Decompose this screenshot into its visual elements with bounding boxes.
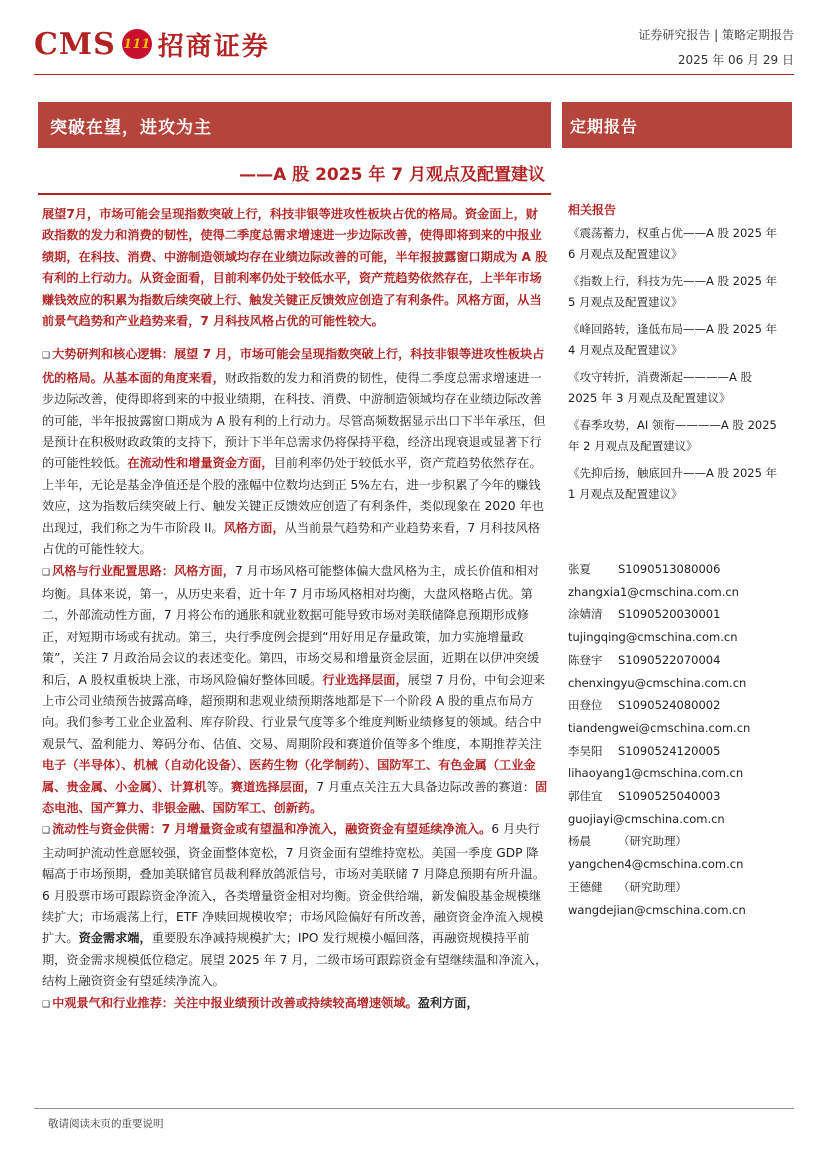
bullet-icon: ❑	[42, 826, 51, 837]
body-text: 等。	[206, 779, 231, 794]
analyst-code: S1090524080002	[618, 698, 721, 713]
analyst-code: S1090513080006	[618, 562, 721, 576]
highlight-text: 大势研判和核心逻辑：展望 7 月，市场可能会呈现指数突破上行，科技非银等进攻性板块占优的格局。从基本面的角度来看，	[42, 347, 545, 385]
related-report-link[interactable]: 《指数上行，科技为先——A 股 2025 年 5 月观点及配置建议》	[568, 274, 778, 309]
analyst-name: 张夏	[568, 562, 591, 576]
highlight-text: 赛道选择层面，	[230, 779, 317, 794]
highlight-text: 中观景气和行业推荐：关注中报业绩预计改善或持续较高增速领域。	[52, 995, 418, 1010]
footer-divider	[34, 1108, 794, 1109]
analyst-email[interactable]: guojiayi@cmschina.com.cn	[568, 811, 725, 826]
title-banner	[38, 102, 551, 148]
related-report-link[interactable]: 《震荡蓄力，权重占优——A 股 2025 年 6 月观点及配置建议》	[568, 226, 778, 261]
bullet-icon: ❑	[42, 999, 51, 1010]
analyst-code: S1090522070004	[618, 652, 721, 667]
bullet-icon: ❑	[42, 351, 51, 362]
body-text: 展望 7 月份，中旬会迎来上市公司业绩预告披露高峰，超预期和悲观业绩预期落地都是下一个阶段 A 股的重点布局方向。我们参考工业企业盈利、库存阶段、行业景气度等多个维度判断业绩修复的领域。结合中观景气、盈利能力、筹码分布、估值、交易、周期阶段和赛道价值等多个维度，本期推荐关注	[42, 672, 546, 751]
analyst-email[interactable]: tujingqing@cmschina.com.cn	[568, 630, 738, 645]
highlight-text: 行业选择层面，	[322, 672, 408, 687]
analyst-code: （研究助理）	[618, 834, 687, 849]
analyst-email[interactable]: tiandengwei@cmschina.com.cn	[568, 720, 751, 735]
report-title: 突破在望，进攻为主	[50, 117, 212, 138]
analyst-list	[568, 558, 788, 921]
related-reports-title: 相关报告	[568, 203, 617, 217]
header-meta	[638, 26, 794, 68]
analyst-row	[568, 649, 788, 672]
analyst-row	[568, 558, 788, 581]
body-text: 6 月央行主动呵护流动性意愿较强，资金面整体宽松，7 月资金面有望维持宽松。美国一季度 GDP 降幅高于市场预期，叠加美联储官员裁利释放鸽派信号，市场对美联储 7 月降息预期有所升温。6 月股票市场可跟踪资金净流入，各类增量资金相对均衡。资金供给端，新发偏股基金规模继续扩大；市场震荡上行，ETF 净赎回规模收窄；市场风险偏好有所改善，融资资金净流入规模扩大。	[42, 822, 546, 946]
highlight-text: 风格方面，	[223, 520, 285, 535]
related-report-link[interactable]: 《春季攻势，AI 领衔————A 股 2025 年 2 月观点及配置建议》	[568, 418, 777, 453]
cms-logo	[34, 24, 270, 64]
highlight-text: 电子（半导体）、机械（自动化设备）、医药生物（化学制药）、国防军工、有色金属（工业金属、贵金属、小金属）、计算机	[42, 758, 536, 794]
body-text: 7 月市场风格可能整体偏大盘风格为主，成长价值和相对均衡。具体来说，第一，从历史来看，近十年 7 月市场风格相对均衡，大盘风格略占优。第二，外部流动性方面，7 月将公布的通胀和就业数据可能导致市场对美联储降息预期形成修正，对短期市场或有扰动。第三，央行季度例会提到“用好用足存量政策，加力实施增量政策”，关注 7 月政治局会议的表述变化。第四，市场交易和增量资金层面，近期在以伊冲突缓和后，A 股权重板块上涨，市场风险偏好整体回暖。	[42, 563, 540, 687]
highlight-text: 固态电池、国产算力、非银金融、国防军工、创新药。	[42, 779, 548, 815]
analyst-code: S1090520030001	[618, 607, 721, 622]
report-date: 2025 年 06 月 29 日	[677, 53, 794, 67]
report-type: 证券研究报告 | 策略定期报告	[638, 28, 794, 42]
analyst-email[interactable]: wangdejian@cmschina.com.cn	[568, 902, 746, 917]
bullet-icon: ❑	[42, 567, 51, 578]
side-banner	[562, 102, 792, 148]
bold-text: 资金需求端，	[78, 931, 152, 946]
report-subtitle: ——A 股 2025 年 7 月观点及配置建议	[239, 165, 545, 185]
analyst-row	[568, 785, 788, 808]
body-paragraph	[42, 344, 550, 560]
logo-company-name: 招商证券	[157, 31, 270, 62]
highlight-text: 流动性与资金供需：7 月增量资金或有望温和净流入，融资资金有望延续净流入。	[52, 822, 492, 837]
analyst-name: 王德健	[568, 879, 603, 894]
footer-note: 敬请阅读末页的重要说明	[48, 1118, 164, 1130]
analyst-code: （研究助理）	[618, 879, 687, 894]
related-report-link[interactable]: 《先抑后扬，触底回升——A 股 2025 年 1 月观点及配置建议》	[568, 466, 778, 501]
analyst-row	[568, 876, 788, 899]
highlight-text: 风格与行业配置思路：风格方面，	[52, 563, 235, 578]
logo-badge-icon: 111	[122, 29, 152, 59]
body-paragraph	[42, 819, 550, 992]
related-reports-list	[568, 223, 778, 505]
analyst-name: 郭佳宜	[568, 789, 603, 804]
summary-paragraph: 展望7月，市场可能会呈现指数突破上行，科技非银等进攻性板块占优的格局。资金面上，财政指数的发力和消费的韧性，使得二季度总需求增速进一步边际改善，使得即将到来的中报业绩期，在科技、消费、中游制造领域均存在业绩边际改善的可能，半年报披露窗口期成为 A 股有利的上行动力。从资金面看，目前利率仍处于较低水平，资产荒趋势依然存在，上半年市场赚钱效应的积累为指数后续突破上行、触发关键正反馈效应创造了有利条件。风格方面，从当前景气趋势和产业趋势来看，7 月科技风格占优的可能性较大。	[42, 207, 548, 329]
body-text: 从当前景气趋势和产业趋势来看，7 月科技风格占优的可能性较大。	[42, 520, 541, 557]
analyst-email[interactable]: lihaoyang1@cmschina.com.cn	[568, 766, 744, 781]
analyst-row	[568, 740, 788, 763]
analyst-code: S1090524120005	[618, 743, 721, 758]
body-paragraphs	[42, 344, 550, 1016]
analyst-name: 李昊阳	[568, 743, 603, 758]
bold-text: 盈利方面，	[417, 995, 479, 1010]
analyst-email[interactable]: zhangxia1@cmschina.com.cn	[568, 584, 739, 599]
body-paragraph	[42, 993, 550, 1016]
analyst-row	[568, 830, 788, 853]
related-reports	[568, 200, 778, 511]
subtitle-divider	[38, 193, 551, 195]
analyst-row	[568, 694, 788, 717]
analyst-name: 杨晨	[568, 834, 591, 849]
body-paragraph	[42, 561, 550, 820]
analyst-code: S1090525040003	[618, 789, 721, 804]
analyst-name: 涂婧清	[568, 607, 603, 622]
body-text: 财政指数的发力和消费的韧性，使得二季度总需求增速进一步边际改善，使得即将到来的中报业绩期，在科技、消费、中游制造领域均存在业绩边际改善的可能，半年报披露窗口期成为 A 股有利的上行动力。尽管高频数据显示出口下半年承压，但是预计在积极财政政策的支持下，预计下半年总需求仍将保持平稳，经济出现衰退或显著下行的可能性较低。	[42, 370, 546, 471]
body-text: 目前利率仍处于较低水平，资产荒趋势依然存在。上半年，无论是基金净值还是个股的涨幅中位数均达到正 5%左右，进一步积累了今年的赚钱效应，这为指数后续突破上行、触发关键正反馈效应创造了有利条件，类似现象在 2020 年也出现过，我们称之为牛市阶段 II。	[42, 456, 544, 535]
side-label: 定期报告	[570, 116, 639, 136]
related-report-link[interactable]: 《峰回路转，逢低布局——A 股 2025 年 4 月观点及配置建议》	[568, 322, 778, 357]
analyst-name: 陈登宇	[568, 652, 603, 667]
main-content	[42, 204, 550, 1016]
highlight-text: 在流动性和增量资金方面，	[127, 456, 274, 471]
body-text: 7 月重点关注五大具备边际改善的赛道：	[316, 779, 536, 794]
analyst-email[interactable]: yangchen4@cmschina.com.cn	[568, 857, 744, 872]
analyst-name: 田登位	[568, 698, 603, 713]
body-text: 重要股东净减持规模扩大；IPO 发行规模小幅回落，再融资规模持平前期，资金需求规模低位稳定。展望 2025 年 7 月，二级市场可跟踪资金有望继续温和净流入，结构上融资资金有望延续净流入。	[42, 931, 548, 989]
header-divider	[34, 74, 794, 75]
analyst-email[interactable]: chenxingyu@cmschina.com.cn	[568, 675, 747, 690]
analyst-row	[568, 603, 788, 626]
logo-cms-text: CMS	[34, 26, 116, 62]
related-report-link[interactable]: 《攻守转折，消费渐起————A 股 2025 年 3 月观点及配置建议》	[568, 370, 753, 405]
